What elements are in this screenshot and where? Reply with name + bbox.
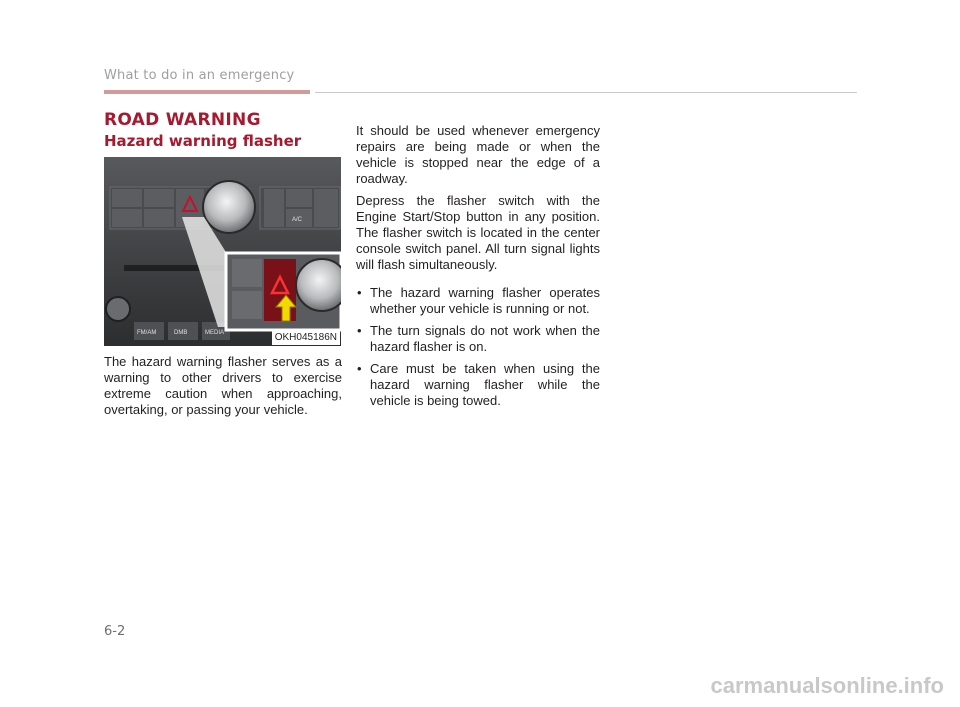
media-label: MEDIA xyxy=(205,330,225,336)
page-number: 6-2 xyxy=(104,624,126,639)
bullet-icon: • xyxy=(357,361,362,376)
inset-hazard-button xyxy=(264,259,296,321)
list-item xyxy=(356,323,600,355)
console-illustration xyxy=(104,157,341,346)
ac-label: A/C xyxy=(292,217,303,223)
fan-button xyxy=(144,189,174,207)
section-heading: ROAD WARNING xyxy=(104,110,261,130)
bullet-icon: • xyxy=(357,285,362,300)
inset-lower-button xyxy=(232,291,262,319)
recirc-button xyxy=(264,189,284,227)
front-defrost-button xyxy=(112,209,142,227)
usage-paragraph: It should be used whenever emergency repairs are being made or when the vehicle is stopped near the edge of a roadway. xyxy=(356,123,600,186)
list-item-text: The turn signals do not work when the hazard flasher is on. xyxy=(370,323,600,354)
dmb-label: DMB xyxy=(174,330,188,336)
fan-button-2 xyxy=(144,209,174,227)
watermark: carmanualsonline.info xyxy=(710,673,944,698)
console-figure xyxy=(104,157,341,346)
sync-button xyxy=(314,189,338,227)
location-paragraph: Depress the flasher switch with the Engine Start/Stop button in any position. The flasher switch is located in the center console switch panel. All turn signal lights will flash simultaneously. xyxy=(356,193,600,272)
fmam-label: FM/AM xyxy=(137,330,157,336)
right-column xyxy=(356,123,600,415)
rear-defrost-button xyxy=(112,189,142,207)
inset-fan-button xyxy=(232,259,262,287)
bullet-icon: • xyxy=(357,323,362,338)
list-item xyxy=(356,285,600,317)
notes-list xyxy=(356,285,600,409)
chapter-title: What to do in an emergency xyxy=(104,68,295,83)
air-button xyxy=(286,189,312,207)
figure-code: OKH045186N xyxy=(272,331,340,345)
tune-knob xyxy=(106,297,130,321)
header-rule xyxy=(315,92,857,93)
list-item-text: Care must be taken when using the hazard warning flasher while the vehicle is being towed. xyxy=(370,361,600,408)
inset-knob xyxy=(296,259,341,311)
list-item-text: The hazard warning flasher operates whether your vehicle is running or not. xyxy=(370,285,600,316)
header-accent-rule xyxy=(104,90,310,94)
intro-paragraph: The hazard warning flasher serves as a warning to other drivers to exercise extreme caution when approaching, overtaking, or passing your vehicle. xyxy=(104,354,342,417)
volume-knob xyxy=(203,181,255,233)
list-item xyxy=(356,361,600,409)
sub-heading: Hazard warning flasher xyxy=(104,132,302,150)
